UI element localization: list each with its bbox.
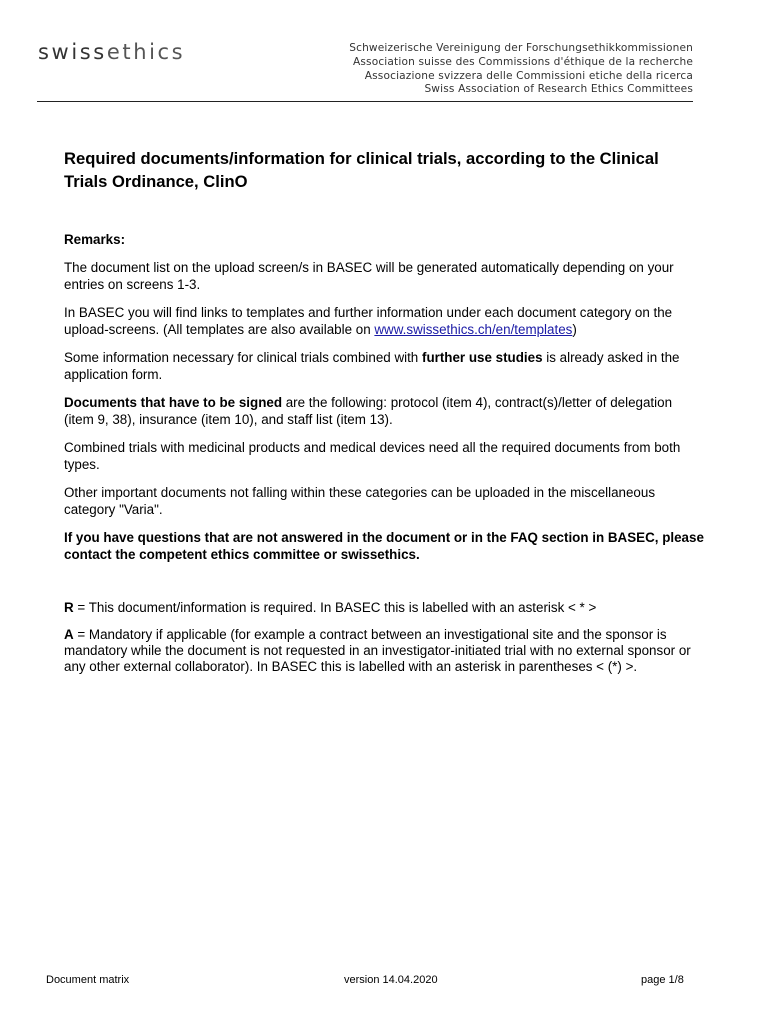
header-divider xyxy=(37,101,693,102)
further-use-text-end: is already asked in the application form. xyxy=(64,350,680,382)
logo-part-swiss: swiss xyxy=(38,40,107,64)
main-content xyxy=(64,147,704,675)
paragraph-varia: Other important documents not falling within these categories can be uploaded in the miscellaneous category "Varia". xyxy=(64,485,656,517)
swissethics-logo xyxy=(38,38,185,66)
paragraph-document-list: The document list on the upload screen/s in BASEC will be generated automatically depending on your entries on screens 1-3. xyxy=(64,260,674,292)
logo-part-ethics: ethics xyxy=(106,40,186,64)
signed-documents-text: are the following: protocol (item 4), contract(s)/letter of delegation (item 9, 38), insurance (item 10), and staff list (item 13). xyxy=(64,395,673,427)
signed-documents-bold: Documents that have to be signed xyxy=(64,395,283,410)
footer-version: version 14.04.2020 xyxy=(344,974,438,986)
legend-applicable-text: = Mandatory if applicable (for example a contract between an investigational site and the sponsor is mandatory while the document is not requested in an investigator-initiated trial with no external sponsor or any other external collaborator). In BASEC this is labelled with an asterisk in parentheses < (*) >. xyxy=(64,627,691,674)
association-name-fr: Association suisse des Commissions d'éthique de la recherche xyxy=(352,55,693,68)
further-use-bold: further use studies xyxy=(421,350,543,365)
paragraph-questions: If you have questions that are not answered in the document or in the FAQ section in BASEC, please contact the competent ethics committee or swissethics. xyxy=(64,530,704,562)
legend-required-key: R xyxy=(64,600,74,615)
templates-link[interactable]: www.swissethics.ch/en/templates xyxy=(374,322,573,337)
paragraph-signed-documents xyxy=(64,394,704,428)
footer-document-name: Document matrix xyxy=(46,974,130,986)
document-title: Required documents/information for clinical trials, according to the Clinical Trials Ordinance, ClinO xyxy=(64,149,659,191)
paragraph-further-use xyxy=(64,349,704,383)
legend-applicable-key: A xyxy=(64,627,74,642)
paragraph-combined-trials: Combined trials with medicinal products and medical devices need all the required documents from both types. xyxy=(64,440,681,472)
remarks-heading: Remarks: xyxy=(64,232,126,247)
association-name-it: Associazione svizzera delle Commissioni etiche della ricerca xyxy=(364,69,693,82)
legend-applicable xyxy=(64,627,704,675)
association-name-de: Schweizerische Vereinigung der Forschungsethikkommissionen xyxy=(349,42,693,54)
legend-required xyxy=(64,599,704,616)
legend-required-text: = This document/information is required. In BASEC this is labelled with an asterisk < * > xyxy=(73,600,597,615)
templates-text-end: ) xyxy=(572,322,577,337)
footer-page-number: page 1/8 xyxy=(641,974,684,986)
association-name-en: Swiss Association of Research Ethics Committees xyxy=(424,83,693,96)
templates-text: In BASEC you will find links to templates and further information under each document category on the upload-screens. (All templates are also available on xyxy=(64,305,673,337)
paragraph-templates xyxy=(64,304,704,338)
further-use-text: Some information necessary for clinical trials combined with xyxy=(64,350,422,365)
association-names xyxy=(273,42,693,97)
